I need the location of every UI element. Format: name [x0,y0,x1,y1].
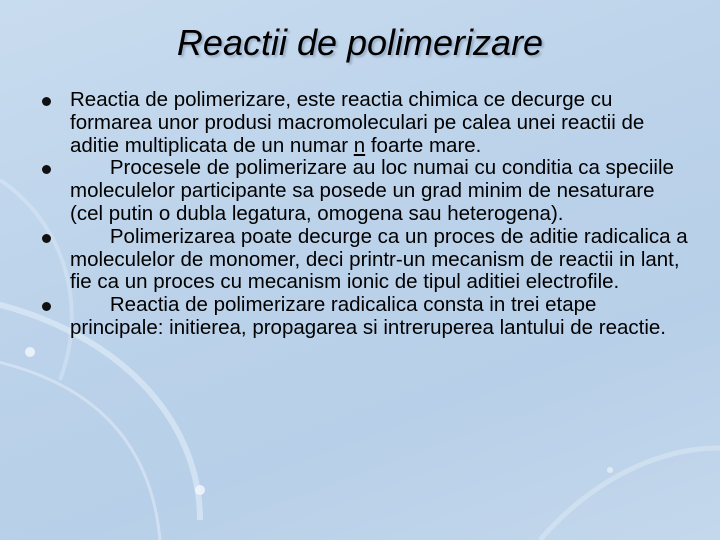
bullet-icon [42,302,51,311]
bullet-item [40,157,690,225]
bullet-text: Procesele de polimerizare au loc numai cu conditia ca speciile moleculelor participante sa posede un grad minim de nesaturare (cel putin o dubla legatura, omogena sau heterogena). [70,156,674,225]
bullet-text: Reactia de polimerizare radicalica consta in trei etape principale: initierea, propagarea si intreruperea lantului de reactie. [70,293,666,339]
bullet-item [40,294,690,340]
bullet-list [40,89,690,340]
bullet-text: Reactia de polimerizare, este reactia chimica ce decurge cu formarea unor produsi macromoleculari pe calea unei reactii de aditie multiplicata de un numar [70,88,645,157]
bullet-text: Polimerizarea poate decurge ca un proces de aditie radicalica a moleculelor de monomer, deci printr-un mecanism de reactii in lant, fie ca un proces cu mecanism ionic de tipul aditiei electrofile. [70,224,688,294]
bullet-item [40,89,690,157]
bullet-icon [42,97,51,106]
bullet-text-underlined: n [353,133,366,157]
bullet-icon [42,165,51,174]
bullet-text: foarte mare. [365,133,482,157]
bullet-icon [42,234,51,243]
bullet-item [40,226,690,294]
slide-title: Reactii de polimerizare [176,22,544,63]
